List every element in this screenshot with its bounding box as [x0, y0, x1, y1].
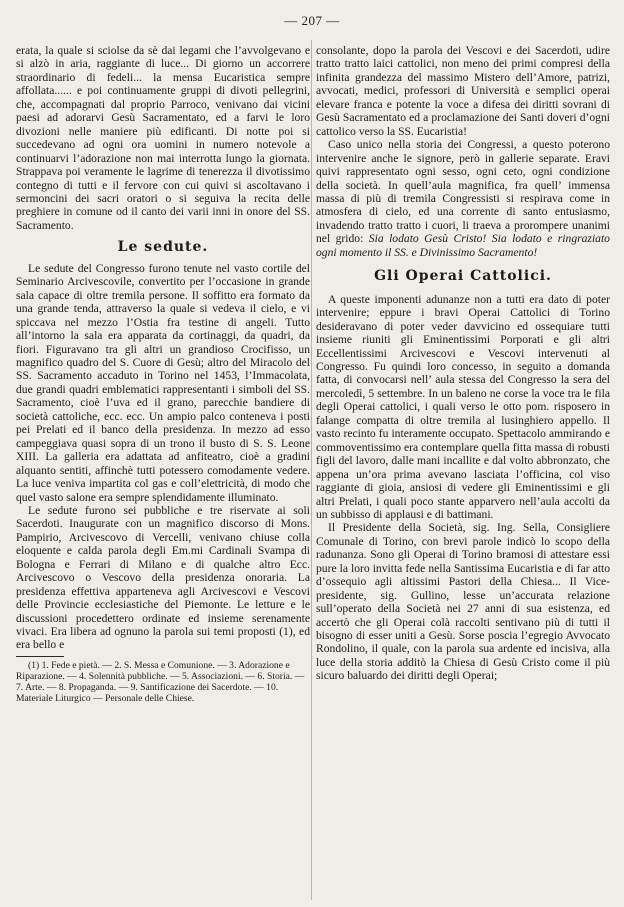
- paragraph-operai-speeches: Il Presidente della Società, sig. Ing. Sella, Consigliere Comunale di Torino, con brevi parole indicò lo scopo della radunanza. Sono gli Operai di Torino bramosi di attestare essi pure la loro invitta fede nella Santissima Eucaristia e di far atto d’ossequio agli altissimi Pastori della Chiesa... Il Vice-presidente, sig. Gullino, lesse un’accurata relazione sull’operato della Società nei 27 anni di sua esistenza, ed accertò che gli Operai colà raccolti sentivano più di tutti il bisogno di esser uniti a Gesù. Sorse poscia l’egregio Avvocato Rondolino, il quale, con la parola sua ardente ed incisiva, alla luce della storia additò la Chiesa di Gesù Cristo come il più sicuro baluardo dei diritti degli Operai;: [316, 521, 610, 683]
- left-column: [16, 44, 310, 704]
- paragraph-sedute-hall: Le sedute del Congresso furono tenute nel vasto cortile del Seminario Arcivescovile, convertito per l’occasione in grande sala capace di oltre tremila persone. Il soffitto era formato da una grande tenda, attraverso la quale si vedeva il cielo, e vi spiccava nel mezzo l’Ostia fra testine di angeli. Tutto all’intorno la sala era apparata da cortinaggi, da quadri, da fiori. Figuravano tra gli altri un grandioso Crocifisso, un magnifico quadro del S. Cuore di Gesù; altro del Miracolo del SS. Sacramento accaduto in Torino nel 1453, l’Immacolata, due grandi quadri emblematici rappresentanti i simboli del SS. Sacramento, cioè l’uva ed il grano, parecchie bandiere di società cattoliche, ecc. ecc. Un ampio palco conteneva i posti pei Prelati ed il banco della presidenza. In mezzo ad esso campeggiava quasi sopra di un trono il busto di S. S. Leone XIII. La galleria era adattata ad anfiteatro, cioè a gradini alquanto sentiti, affinchè tutti potessero comodamente vedere. La luce veniva impartita col gas e coll’elettricità, di modo che quel vasto salone era sempre splendidamente illuminato.: [16, 261, 310, 504]
- paragraph-operai-gathering: A queste imponenti adunanze non a tutti era dato di poter intervenire; eppure i bravi Operai Cattolici di Torino desideravano di poter veder davvicino ed ossequiare tutti insieme riuniti gli Eminentissimi Porporati e gli altri Eccellentissimi Arcivescovi e Vescovi intervenuti al Congresso. Fu quindi loro concesso, in seguito a domanda fatta, di convocarsi nell’ aula stessa del Congresso la sera del mercoledì, 5 settembre. In un baleno ne corse la voce tra le fila degli Operai cattolici, i quali verso le otto pom. risposero in falange compatta di oltre tremila al lusinghiero appello. Il vasto recinto fu interamente occupato. Spettacolo ammirando e commoventissimo era contemplare quella fitta massa di robusti figli del lavoro, dalle mani incallite e dal volto abbronzato, che appena un’ora prima avevano lasciata l’officina, col viso raggiante di gioia, ansiosi di vedere gli Eminentissimi e gli altri Prelati, i quali poco stante apparvero nell’aula accolti da un subbisso di applausi e di battimani.: [316, 292, 610, 521]
- paragraph-ladies: [316, 138, 610, 259]
- paragraph-sedute-public: Le sedute furono sei pubbliche e tre riservate ai soli Sacerdoti. Inaugurate con un magnifico discorso di Mons. Pampirio, Arcivescovo di Vercelli, venivano chiuse colla eloquente e calda parola degli Em.mi Cardinali Svampa di Bologna e Ferrari di Milano e di qualche altro Ecc. Arcivescovo o Vescovo della presidenza onoraria. La presidenza effettiva apparteneva agli Arcivescovi e Vescovi delle Provincie ecclesiastiche del Piemonte. Le letture e le discussioni procedettero ordinate ed insieme serenamente vivaci. Era libera ad ognuno la parola sui temi proposti (1), ed era bello e: [16, 503, 310, 652]
- section-heading-operai: Gli Operai Cattolici.: [374, 268, 552, 285]
- column-divider: [311, 40, 312, 900]
- paragraph-ladies-text: Caso unico nella storia dei Congressi, a questo poterono intervenire anche le signore, però in gallerie separate. Eravi quivi rappresentato ogni sesso, ogni ceto, ogni condizione della società. In quell’aula magnifica, fra quell’ immensa massa di più di tremila Congressisti si respirava come in atmosfera di cielo, ed una corrente di santo entusiasmo, invadendo tratto tratto i cuori, li traeva a prorompere unanimi nel grido:: [316, 138, 610, 246]
- footnote-divider: [16, 656, 64, 657]
- paragraph-laity: consolante, dopo la parola dei Vescovi e dei Sacerdoti, udire tratto tratto laici cattolici, non meno dei primi compresi della infinita grandezza del massimo Mistero dell’Amore, patrizi, avvocati, medici, professori di Università e semplici operai elevare franca e potente la voce a difesa dei diritti sovrani di Gesù Sacramentato ed a proclamazione dei Santi doveri d’ogni cattolico verso la SS. Eucaristia!: [316, 44, 610, 138]
- paragraph-adoration: erata, la quale si sciolse da sè dai legami che l’avvolgevano e si alzò in aria, raggiante di luce... Di giorno un accorrere straordinario di fedeli... la mensa Eucaristica sempre affollata...... e poi continuamente gruppi di divoti pellegrini, che, accompagnati dal proprio Parroco, venivano dai vicini paesi ad adorarvi Gesù Sacramentato, ed a farvi le loro divozioni nelle maniere più edificanti. Di notte poi si succedevano ad ogni ora uomini in numero notevole a continuarvi l’adorazione non mai interrotta lungo la giornata. Strappava poi veramente le lagrime di tenerezza il divotissimo contegno di tutti e il fervore con cui quivi si ascoltavano i sermoncini dei sacri oratori o si seguiva la recita delle preghiere in comune od il canto dei varii inni in onore del SS. Sacramento.: [16, 44, 310, 232]
- section-heading-sedute: Le sedute.: [117, 239, 209, 256]
- acclamation-text: Sia lodato Gesù Cristo! Sia lodato e ringraziato ogni momento il SS. e Divinissimo Sacramento!: [316, 232, 610, 259]
- page-number: — 207 —: [284, 13, 340, 28]
- right-column: [316, 44, 610, 683]
- footnote: (1) 1. Fede e pietà. — 2. S. Messa e Comunione. — 3. Adorazione e Riparazione. — 4. Solennità pubbliche. — 5. Associazioni. — 6. Storia. — 7. Arte. — 8. Propaganda. — 9. Santificazione dei Sacerdote. — 10. Materiale Liturgico — Personale delle Chiese.: [16, 659, 305, 704]
